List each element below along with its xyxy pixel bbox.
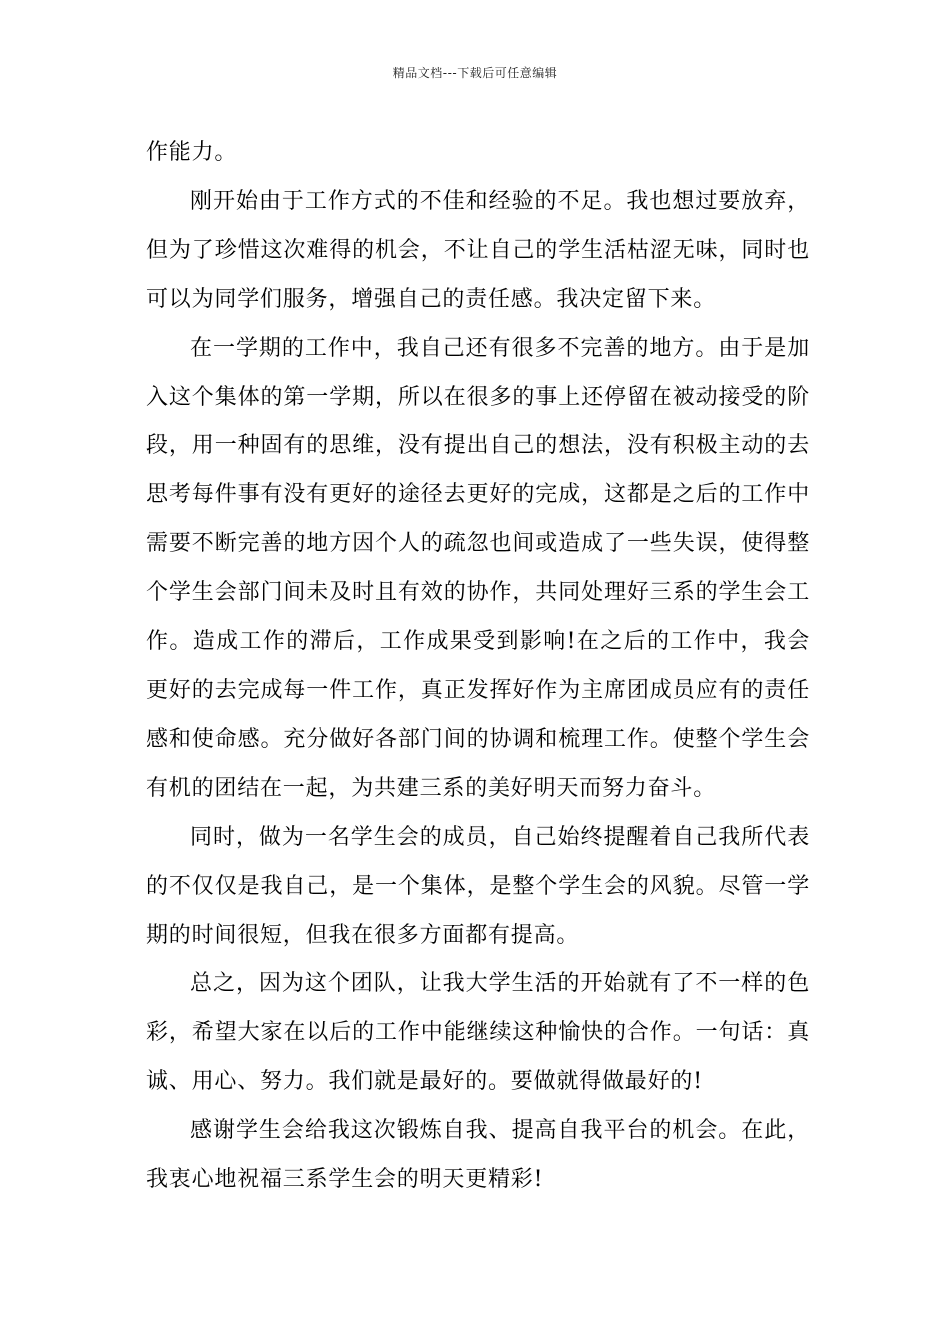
paragraph: 刚开始由于工作方式的不佳和经验的不足。我也想过要放弃，但为了珍惜这次难得的机会，不让自己的学生活枯涩无味，同时也可以为同学们服务，增强自己的责任感。我决定留下来。 bbox=[146, 188, 810, 312]
paragraph: 在一学期的工作中，我自己还有很多不完善的地方。由于是加入这个集体的第一学期，所以在很多的事上还停留在被动接受的阶段，用一种固有的思维，没有提出自己的想法，没有积极主动的去思考每件事有没有更好的途径去更好的完成，这都是之后的工作中需要不断完善的地方因个人的疏忽也间或造成了一些失误，使得整个学生会部门间未及时且有效的协作，共同处理好三系的学生会工作。造成工作的滞后，工作成果受到影响!在之后的工作中，我会更好的去完成每一件工作，真正发挥好作为主席团成员应有的责任感和使命感。充分做好各部门间的协调和梳理工作。使整个学生会有机的团结在一起，为共建三系的美好明天而努力奋斗。 bbox=[146, 335, 810, 801]
paragraph: 总之，因为这个团队，让我大学生活的开始就有了不一样的色彩，希望大家在以后的工作中能继续这种愉快的合作。一句话：真诚、用心、努力。我们就是最好的。要做就得做最好的! bbox=[146, 971, 810, 1095]
paragraph: 同时，做为一名学生会的成员，自己始终提醒着自己我所代表的不仅仅是我自己，是一个集体，是整个学生会的风貌。尽管一学期的时间很短，但我在很多方面都有提高。 bbox=[146, 824, 810, 948]
paragraph-continuation: 作能力。 bbox=[146, 140, 238, 165]
page-header: 精品文档---下载后可任意编辑 bbox=[392, 66, 558, 80]
paragraph: 感谢学生会给我这次锻炼自我、提高自我平台的机会。在此，我衷心地祝福三系学生会的明天更精彩! bbox=[146, 1118, 810, 1193]
document-body bbox=[146, 129, 810, 1205]
